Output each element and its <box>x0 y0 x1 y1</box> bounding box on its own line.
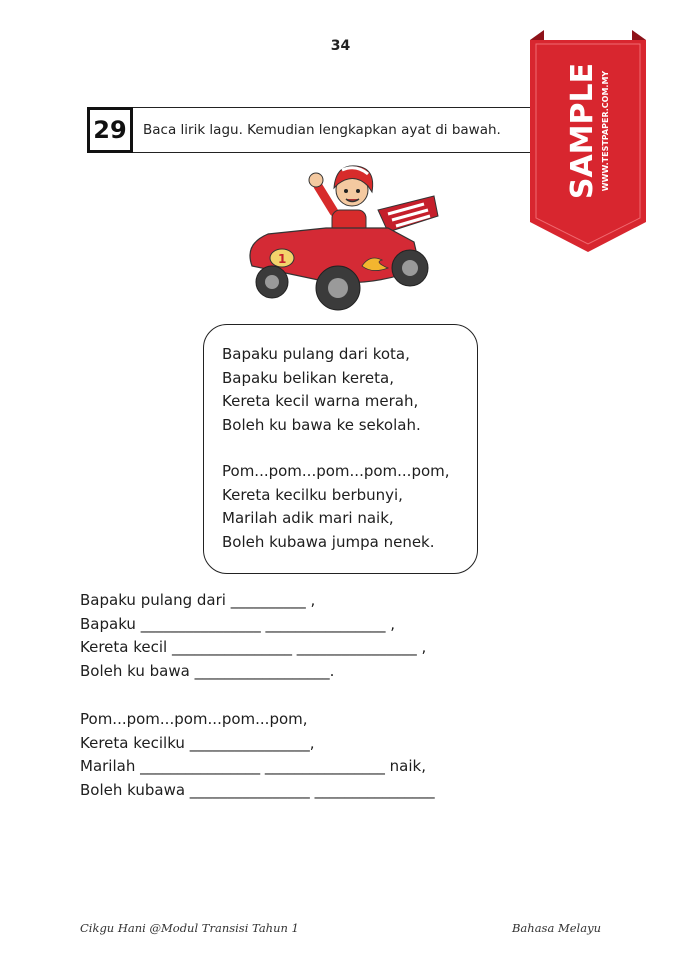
fill-in-exercise <box>80 589 435 802</box>
exercise-gap <box>80 683 435 708</box>
exercise-line: Boleh kubawa ________________ ________________ <box>80 780 435 799</box>
exercise-line: Boleh ku bawa __________________. <box>80 661 335 680</box>
exercise-line: Kereta kecil ________________ ________________ , <box>80 638 427 656</box>
exercise-line: Pom...pom...pom...pom...pom, <box>80 710 308 728</box>
lyric-line: Boleh ku bawa ke sekolah. <box>222 415 421 434</box>
lyric-line: Bapaku pulang dari kota, <box>222 345 410 363</box>
sample-ribbon-watermark <box>528 26 648 256</box>
exercise-line: Bapaku ________________ ________________ , <box>80 614 395 633</box>
lyric-line: Marilah adik mari naik, <box>222 509 394 527</box>
exercise-line: Marilah ________________ ________________ naik, <box>80 757 426 775</box>
page-number: 34 <box>330 38 351 54</box>
watermark-url: WWW.TESTPAPER.COM.MY <box>601 70 610 192</box>
song-lyrics-box <box>203 324 478 574</box>
footer-right: Bahasa Melayu <box>511 921 601 935</box>
lyric-line: Boleh kubawa jumpa nenek. <box>222 532 435 551</box>
exercise-line: Kereta kecilku ________________, <box>80 733 315 752</box>
stanza-gap <box>222 437 477 460</box>
watermark-title: SAMPLE <box>565 62 600 200</box>
lyric-line: Kereta kecilku berbunyi, <box>222 485 403 504</box>
lyric-line: Pom...pom...pom...pom...pom, <box>222 462 450 480</box>
instruction-text: Baca lirik lagu. Kemudian lengkapkan ayat di bawah. <box>143 122 501 138</box>
question-number: 29 <box>87 107 133 153</box>
car-number: 1 <box>278 252 287 266</box>
race-car-illustration <box>238 158 444 314</box>
lyric-line: Bapaku belikan kereta, <box>222 368 394 387</box>
footer-left: Cikgu Hani @Modul Transisi Tahun 1 <box>80 921 299 935</box>
lyric-line: Kereta kecil warna merah, <box>222 392 419 410</box>
exercise-line: Bapaku pulang dari __________ , <box>80 591 316 609</box>
